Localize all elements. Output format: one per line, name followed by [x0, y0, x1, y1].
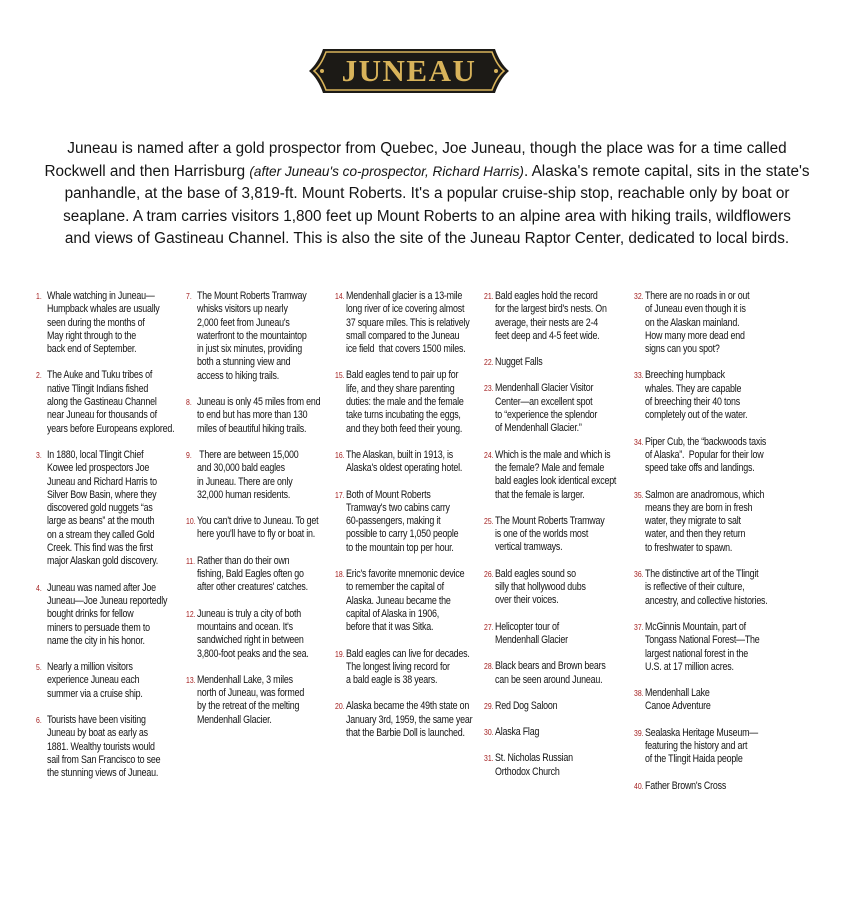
- fact-text: St. Nicholas Russian Orthodox Church: [495, 752, 573, 778]
- fact-text: In 1880, local Tlingit Chief Kowee led prospectors Joe Juneau and Richard Harris to Silver Bow Basin, where they discovered gold nuggets “as large as beans” at the mouth on a stream they called Gold Creek. This find was the first major Alaskan gold discovery.: [47, 448, 158, 568]
- fact-number: 27.: [484, 621, 494, 632]
- juneau-logo: [309, 47, 509, 95]
- fact-item: [634, 621, 791, 674]
- fact-item: [335, 369, 496, 435]
- fact-item: [634, 290, 791, 356]
- fact-text: Bald eagles can live for decades. The longest living record for a bald eagle is 38 years.: [346, 647, 470, 687]
- fact-number: 29.: [484, 700, 494, 711]
- fact-item: [484, 568, 639, 608]
- fact-number: 22.: [484, 357, 494, 368]
- fact-text: Juneau is only 45 miles from end to end but has more than 130 miles of beautiful hiking trails.: [197, 396, 321, 435]
- fact-number: 2.: [36, 370, 42, 381]
- fact-item: [335, 700, 496, 740]
- fact-number: 5.: [36, 662, 42, 673]
- fact-item: [484, 700, 639, 713]
- fact-number: 3.: [36, 449, 42, 460]
- fact-number: 40.: [634, 780, 644, 791]
- fact-item: [186, 608, 344, 661]
- fact-text: Black bears and Brown bears can be seen around Juneau.: [495, 660, 606, 686]
- fact-text: Tourists have been visiting Juneau by boat as early as 1881. Wealthy tourists would sail from San Francisco to see the stunning views of Juneau.: [47, 714, 161, 780]
- fact-item: [186, 449, 344, 502]
- fact-text: The Mount Roberts Tramway is one of the worlds most vertical tramways.: [495, 514, 605, 554]
- fact-number: 12.: [186, 608, 196, 619]
- fact-item: [335, 489, 496, 555]
- fact-text: Rather than do their own fishing, Bald Eagles often go after other creatures' catches.: [197, 554, 308, 594]
- fact-number: 9.: [186, 449, 192, 460]
- fact-item: [484, 515, 639, 555]
- fact-number: 28.: [484, 661, 494, 672]
- fact-item: [484, 290, 639, 343]
- fact-number: 32.: [634, 291, 644, 301]
- fact-number: 19.: [335, 648, 345, 659]
- fact-number: 33.: [634, 370, 644, 381]
- fact-item: [186, 555, 344, 595]
- fact-number: 26.: [484, 568, 494, 579]
- fact-item: [484, 660, 639, 687]
- fact-number: 8.: [186, 397, 192, 408]
- fact-number: 38.: [634, 688, 644, 699]
- logo-title: JUNEAU: [341, 53, 477, 88]
- fact-item: [36, 290, 199, 356]
- fact-number: 7.: [186, 291, 192, 301]
- fact-text: Juneau was named after Joe Juneau—Joe Juneau reportedly bought drinks for fellow miners to persuade them to name the city in his honor.: [47, 581, 168, 647]
- fact-item: [36, 714, 199, 780]
- fact-text: Bald eagles tend to pair up for life, and they share parenting duties: the male and the female take turns incubating the eggs, and they both feed their young.: [346, 369, 464, 435]
- fact-text: Whale watching in Juneau— Humpback whales are usually seen during the months of May right through to the back end of September.: [47, 290, 160, 356]
- fact-item: [186, 515, 344, 542]
- fact-item: [484, 356, 639, 369]
- fact-number: 13.: [186, 674, 196, 685]
- fact-item: [335, 449, 496, 476]
- intro-aside: (after Juneau's co-prospector, Richard Harris): [249, 163, 524, 179]
- fact-item: [36, 449, 199, 569]
- fact-number: 25.: [484, 515, 494, 526]
- fact-number: 16.: [335, 449, 345, 460]
- fact-text: Mendenhall Glacier Visitor Center—an excellent spot to “experience the splendor of Mendenhall Glacier.”: [495, 382, 598, 435]
- fact-number: 14.: [335, 291, 345, 301]
- fact-item: [335, 648, 496, 688]
- fact-text: Mendenhall Lake, 3 miles north of Juneau, was formed by the retreat of the melting Mendenhall Glacier.: [197, 673, 305, 726]
- fact-text: Nearly a million visitors experience Juneau each summer via a cruise ship.: [47, 661, 143, 700]
- fact-number: 23.: [484, 383, 494, 394]
- fact-text: Alaska Flag: [495, 726, 540, 739]
- fact-text: Nugget Falls: [495, 356, 543, 369]
- fact-text: Eric's favorite mnemonic device to remember the capital of Alaska. Juneau became the capital of Alaska in 1906, before that it was Sitka.: [346, 568, 465, 634]
- fact-text: Which is the male and which is the female? Male and female bald eagles look identical except that the female is larger.: [495, 448, 617, 501]
- fact-text: Piper Cub, the “backwoods taxis of Alaska”. Popular for their low speed take offs and landings.: [645, 435, 767, 475]
- fact-text: Mendenhall glacier is a 13-mile long river of ice covering almost 37 square miles. This is relatively small compared to the Juneau ice field that covers 1500 miles.: [346, 290, 470, 356]
- fact-item: [634, 780, 791, 793]
- facts-column-4: [484, 290, 639, 792]
- fact-text: Helicopter tour of Mendenhall Glacier: [495, 620, 568, 646]
- fact-number: 37.: [634, 621, 644, 632]
- fact-text: Alaska became the 49th state on January 3rd, 1959, the same year that the Barbie Doll is launched.: [346, 700, 473, 740]
- fact-number: 11.: [186, 555, 196, 566]
- fact-text: Bald eagles sound so silly that hollywood dubs over their voices.: [495, 567, 586, 607]
- fact-number: 36.: [634, 569, 644, 580]
- fact-item: [36, 661, 199, 701]
- fact-text: The Auke and Tuku tribes of native Tlingit Indians fished along the Gastineau Channel near Juneau for thousands of years before Europeans explored.: [47, 369, 175, 435]
- fact-text: There are no roads in or out of Juneau even though it is on the Alaskan mainland. How many more dead end signs can you spot?: [645, 290, 750, 356]
- fact-number: 39.: [634, 727, 644, 738]
- fact-item: [634, 489, 791, 555]
- fact-item: [186, 290, 344, 383]
- fact-number: 34.: [634, 436, 644, 447]
- fact-number: 30.: [484, 727, 494, 738]
- facts-column-3: [335, 290, 496, 753]
- fact-item: [36, 582, 199, 648]
- fact-item: [186, 674, 344, 727]
- fact-item: [484, 449, 639, 502]
- fact-item: [36, 369, 199, 435]
- fact-number: 21.: [484, 291, 494, 301]
- fact-item: [335, 568, 496, 634]
- fact-number: 6.: [36, 715, 42, 726]
- fact-text: Sealaska Heritage Museum— featuring the history and art of the Tlingit Haida people: [645, 726, 758, 766]
- fact-number: 31.: [484, 753, 494, 764]
- fact-item: [634, 436, 791, 476]
- fact-text: Juneau is truly a city of both mountains and ocean. It's sandwiched right in between 3,800-foot peaks and the sea.: [197, 607, 309, 660]
- fact-text: Bald eagles hold the record for the largest bird's nests. On average, their nests are 2-4 feet deep and 4-5 feet wide.: [495, 290, 607, 342]
- fact-item: [634, 727, 791, 767]
- fact-text: The distinctive art of the Tlingit is reflective of their culture, ancestry, and collective histories.: [645, 568, 768, 607]
- fact-item: [484, 382, 639, 435]
- fact-item: [634, 687, 791, 714]
- fact-text: The Mount Roberts Tramway whisks visitors up nearly 2,000 feet from Juneau's waterfront to the mountaintop in just six minutes, providing both a stunning view and access to hiking trails.: [197, 290, 307, 382]
- fact-number: 35.: [634, 489, 644, 500]
- fact-text: You can't drive to Juneau. To get here you'll have to fly or boat in.: [197, 515, 319, 541]
- fact-text: The Alaskan, built in 1913, is Alaska's oldest operating hotel.: [346, 448, 463, 475]
- fact-item: [484, 621, 639, 648]
- fact-item: [186, 396, 344, 436]
- fact-number: 1.: [36, 291, 42, 301]
- fact-number: 20.: [335, 701, 345, 712]
- fact-item: [484, 726, 639, 739]
- fact-number: 17.: [335, 489, 345, 500]
- fact-text: Mendenhall Lake Canoe Adventure: [645, 687, 711, 713]
- fact-number: 15.: [335, 370, 345, 381]
- fact-text: Red Dog Saloon: [495, 699, 558, 712]
- fact-number: 18.: [335, 569, 345, 580]
- fact-item: [634, 369, 791, 422]
- fact-text: There are between 15,000 and 30,000 bald eagles in Juneau. There are only 32,000 human residents.: [197, 448, 299, 501]
- fact-number: 10.: [186, 516, 196, 527]
- fact-item: [484, 752, 639, 779]
- fact-item: [335, 290, 496, 356]
- fact-number: 4.: [36, 582, 42, 593]
- fact-text: Breeching humpback whales. They are capable of breeching their 40 tons completely out of the water.: [645, 369, 748, 422]
- fact-text: McGinnis Mountain, part of Tongass National Forest—The largest national forest in the U.S. at 17 million acres.: [645, 620, 760, 673]
- fact-text: Both of Mount Roberts Tramway's two cabins carry 60-passengers, making it possible to carry 1,050 people to the mountain top per hour.: [346, 488, 459, 554]
- fact-number: 24.: [484, 449, 494, 460]
- fact-text: Salmon are anadromous, which means they are born in fresh water, they migrate to salt water, and then they return to freshwater to spawn.: [645, 488, 765, 554]
- facts-column-5: [634, 290, 791, 806]
- fact-item: [634, 568, 791, 608]
- fact-text: Father Brown's Cross: [645, 779, 727, 792]
- facts-column-2: [186, 290, 344, 740]
- intro-paragraph: Juneau is named after a gold prospector from Quebec, Joe Juneau, though the place was for a time called Rockwell and then Harrisburg (after Juneau's co-prospector, Richard Harris). Alaska's remote capital, sits in the state's panhandle, at the base of 3,819-ft. Mount Roberts. It's a popular cruise-ship stop, reachable only by boat or seaplane. A tram carries visitors 1,800 feet up Mount Roberts to an alpine area with hiking trails, wildflowers and views of Gastineau Channel. This is also the site of the Juneau Raptor Center, dedicated to local birds.: [44, 140, 810, 247]
- facts-column-1: [36, 290, 199, 794]
